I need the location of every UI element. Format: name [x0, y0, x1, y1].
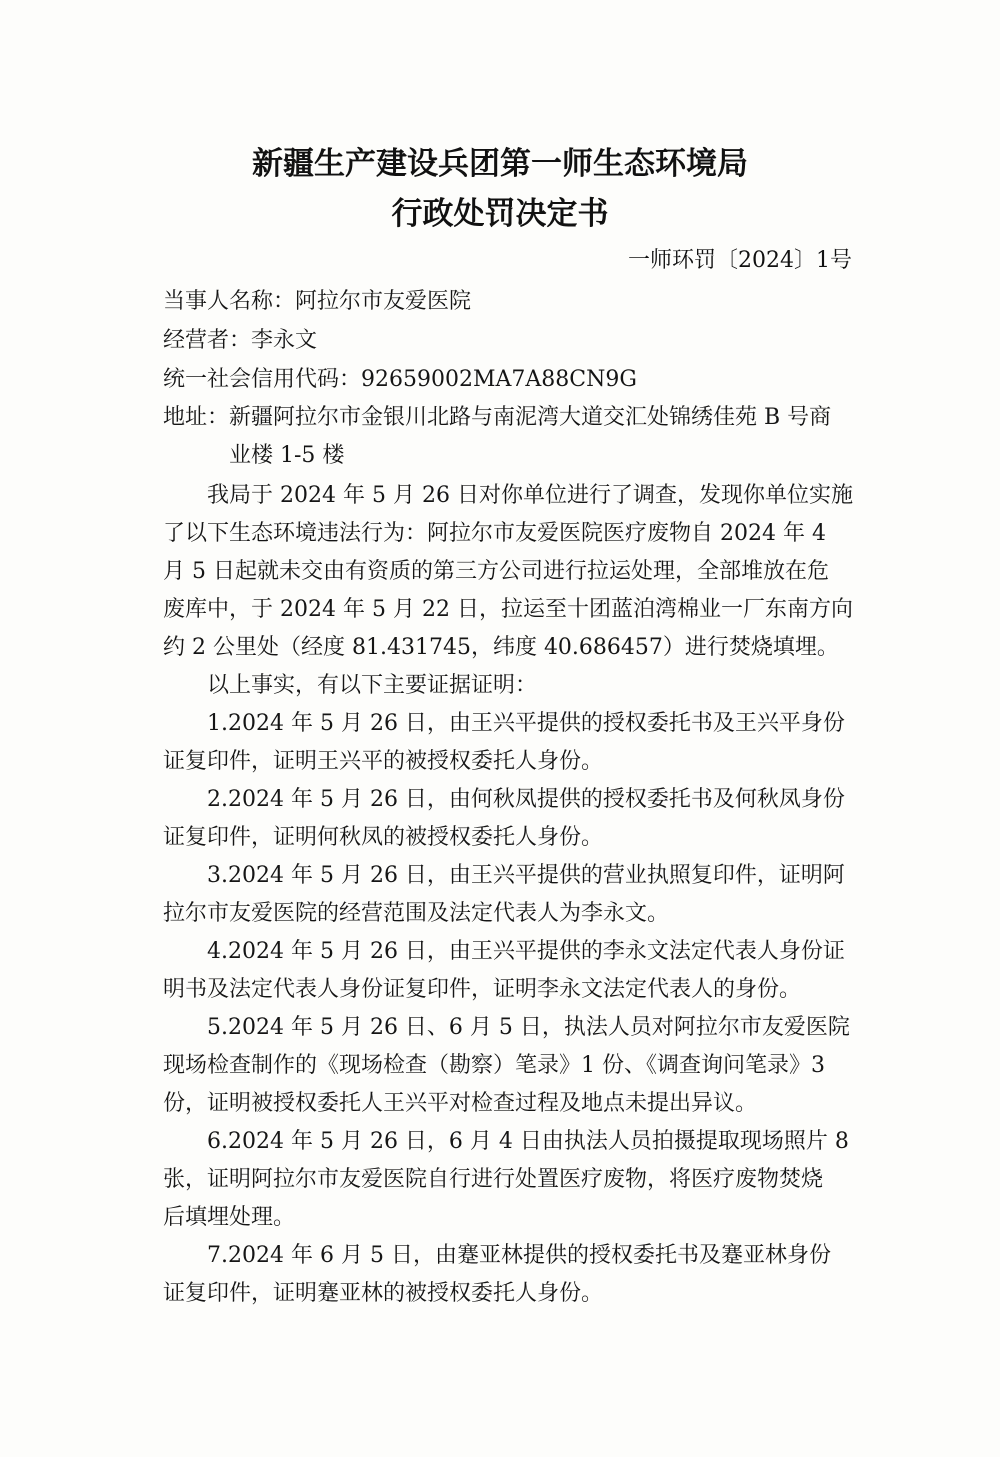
body-line: 以上事实，有以下主要证据证明：	[207, 673, 538, 698]
document-title-line2: 行政处罚决定书	[391, 196, 609, 232]
document-number: 一师环罚〔2024〕1号	[628, 248, 852, 273]
evidence-item: 份，证明被授权委托人王兴平对检查过程及地点未提出异议。	[163, 1091, 758, 1116]
evidence-item: 明书及法定代表人身份证复印件，证明李永文法定代表人的身份。	[163, 977, 802, 1002]
body-line: 废库中，于 2024 年 5 月 22 日，拉运至十团蓝泊湾棉业一厂东南方向	[163, 597, 853, 622]
party-credit-code: 统一社会信用代码：92659002MA7A88CN9G	[163, 367, 637, 392]
evidence-item: 证复印件，证明何秋凤的被授权委托人身份。	[163, 825, 604, 850]
evidence-item: 1.2024 年 5 月 26 日，由王兴平提供的授权委托书及王兴平身份	[207, 711, 845, 736]
evidence-item: 5.2024 年 5 月 26 日、6 月 5 日，执法人员对阿拉尔市友爱医院	[207, 1015, 850, 1040]
body-line: 我局于 2024 年 5 月 26 日对你单位进行了调查，发现你单位实施	[207, 483, 853, 508]
party-address-line1: 地址：新疆阿拉尔市金银川北路与南泥湾大道交汇处锦绣佳苑 B 号商	[163, 405, 832, 430]
evidence-item: 3.2024 年 5 月 26 日，由王兴平提供的营业执照复印件，证明阿	[207, 863, 845, 888]
evidence-item: 7.2024 年 6 月 5 日，由蹇亚林提供的授权委托书及蹇亚林身份	[207, 1243, 831, 1268]
body-line: 了以下生态环境违法行为：阿拉尔市友爱医院医疗废物自 2024 年 4	[163, 521, 826, 546]
document-title-line1: 新疆生产建设兵团第一师生态环境局	[252, 146, 748, 182]
party-address-line2: 业楼 1-5 楼	[229, 443, 345, 468]
evidence-item: 6.2024 年 5 月 26 日，6 月 4 日由执法人员拍摄提取现场照片 8	[207, 1129, 849, 1154]
evidence-item: 张，证明阿拉尔市友爱医院自行进行处置医疗废物，将医疗废物焚烧	[163, 1167, 824, 1192]
body-line: 月 5 日起就未交由有资质的第三方公司进行拉运处理，全部堆放在危	[163, 559, 829, 584]
evidence-item: 后填埋处理。	[163, 1205, 296, 1230]
evidence-item: 2.2024 年 5 月 26 日，由何秋凤提供的授权委托书及何秋凤身份	[207, 787, 845, 812]
evidence-item: 现场检查制作的《现场检查（勘察）笔录》1 份、《调查询问笔录》3	[163, 1053, 825, 1078]
party-name: 当事人名称：阿拉尔市友爱医院	[163, 289, 472, 314]
evidence-item: 4.2024 年 5 月 26 日，由王兴平提供的李永文法定代表人身份证	[207, 939, 845, 964]
evidence-item: 证复印件，证明王兴平的被授权委托人身份。	[163, 749, 604, 774]
evidence-item: 证复印件，证明蹇亚林的被授权委托人身份。	[163, 1281, 604, 1306]
body-line: 约 2 公里处（经度 81.431745，纬度 40.686457）进行焚烧填埋。	[163, 635, 839, 660]
evidence-item: 拉尔市友爱医院的经营范围及法定代表人为李永文。	[163, 901, 670, 926]
party-operator: 经营者：李永文	[163, 328, 318, 353]
